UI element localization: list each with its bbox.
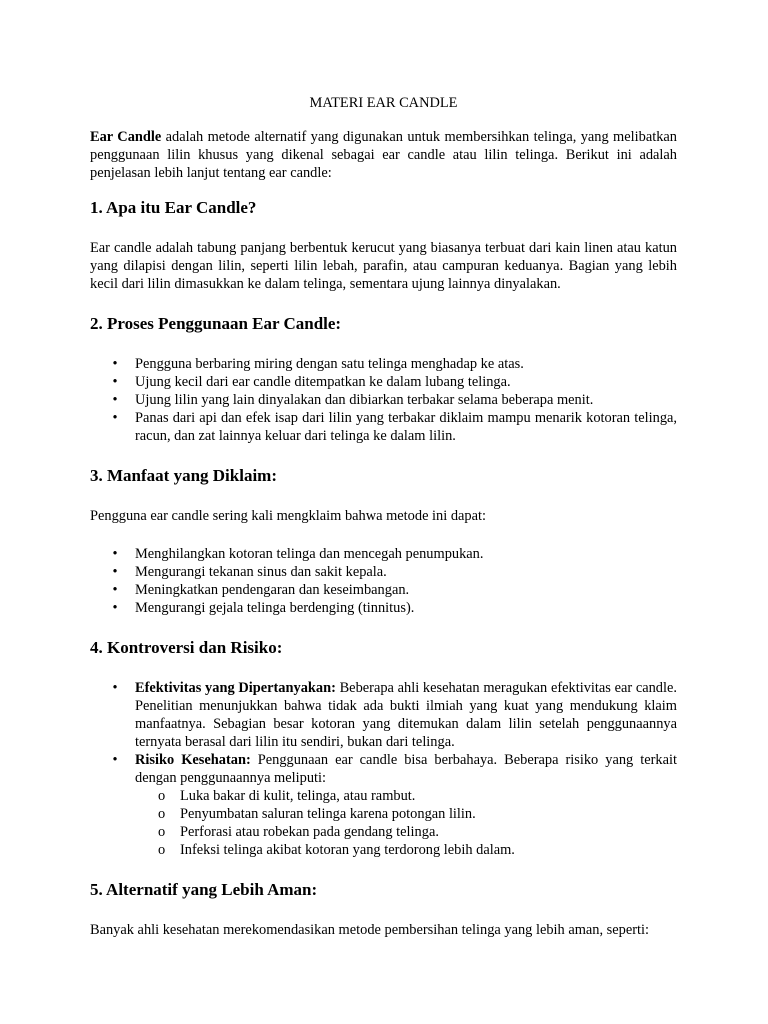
bullet-icon: • [112, 564, 118, 580]
list-item [90, 391, 677, 409]
list-item-text: Panas dari api dan efek isap dari lilin yang terbakar diklaim mampu menarik kotoran telinga, racun, dan zat lainnya keluar dari telinga ke dalam lilin. [135, 410, 677, 444]
list-item-text: Pengguna berbaring miring dengan satu telinga menghadap ke atas. [135, 356, 524, 372]
intro-bold-term: Ear Candle [90, 129, 162, 145]
list-item-text: Mengurangi gejala telinga berdenging (tinnitus). [135, 600, 415, 616]
list-item [90, 599, 677, 617]
bullet-icon: • [112, 680, 118, 696]
section-5-heading: 5. Alternatif yang Lebih Aman: [90, 880, 318, 899]
list-item [90, 563, 677, 581]
document-page [90, 94, 677, 959]
intro-paragraph [90, 128, 677, 182]
list-item [90, 409, 677, 445]
list-item [90, 679, 677, 751]
list-item-bold-label: Risiko Kesehatan: [135, 752, 251, 768]
section-2-list [90, 355, 677, 445]
section-4-heading: 4. Kontroversi dan Risiko: [90, 638, 283, 657]
sub-list-item-text: Penyumbatan saluran telinga karena potongan lilin. [180, 806, 476, 822]
list-item [90, 581, 677, 599]
circle-bullet-icon: o [158, 788, 166, 804]
list-item [90, 373, 677, 391]
sub-list-item [135, 823, 677, 841]
bullet-icon: • [112, 374, 118, 390]
intro-text: adalah metode alternatif yang digunakan untuk membersihkan telinga, yang melibatkan penggunaan lilin khusus yang dikenal sebagai ear candle atau lilin telinga. Berikut ini adalah penjelasan lebih lanjut tentang ear candle: [90, 129, 677, 181]
section-3-list [90, 545, 677, 617]
list-item-text: Menghilangkan kotoran telinga dan mencegah penumpukan. [135, 546, 484, 562]
list-item-text: Beberapa ahli kesehatan meragukan efektivitas ear candle. Penelitian menunjukkan bahwa tidak ada bukti ilmiah yang kuat yang mendukung klaim manfaatnya. Sebagian besar kotoran yang ditemukan dalam lilin setelah penggunaannya ternyata berasal dari lilin itu sendiri, bukan dari telinga. [135, 680, 677, 750]
sub-list-item [135, 841, 677, 859]
section-2-heading: 2. Proses Penggunaan Ear Candle: [90, 314, 342, 333]
list-item-text: Ujung kecil dari ear candle ditempatkan ke dalam lubang telinga. [135, 374, 511, 390]
sub-list-item-text: Perforasi atau robekan pada gendang telinga. [180, 824, 439, 840]
list-item-bold-label: Efektivitas yang Dipertanyakan: [135, 680, 336, 696]
document-title: MATERI EAR CANDLE [309, 95, 458, 111]
sub-list [135, 787, 677, 859]
section-1-heading: 1. Apa itu Ear Candle? [90, 198, 257, 217]
sub-list-item [135, 805, 677, 823]
circle-bullet-icon: o [158, 842, 166, 858]
bullet-icon: • [112, 582, 118, 598]
section-3-heading: 3. Manfaat yang Diklaim: [90, 466, 277, 485]
list-item-text: Penggunaan ear candle bisa berbahaya. Beberapa risiko yang terkait dengan penggunaannya meliputi: [135, 752, 677, 786]
circle-bullet-icon: o [158, 824, 166, 840]
bullet-icon: • [112, 546, 118, 562]
list-item [90, 751, 677, 859]
bullet-icon: • [112, 410, 118, 426]
section-5-paragraph: Banyak ahli kesehatan merekomendasikan metode pembersihan telinga yang lebih aman, seperti: [90, 922, 650, 938]
section-1-paragraph: Ear candle adalah tabung panjang berbentuk kerucut yang biasanya terbuat dari kain linen atau katun yang dilapisi dengan lilin, seperti lilin lebah, parafin, atau campuran keduanya. Bagian yang lebih kecil dari lilin dimasukkan ke dalam telinga, sementara ujung lainnya dinyalakan. [90, 240, 677, 292]
list-item [90, 355, 677, 373]
bullet-icon: • [112, 752, 118, 768]
bullet-icon: • [112, 600, 118, 616]
sub-list-item [135, 787, 677, 805]
list-item [90, 545, 677, 563]
circle-bullet-icon: o [158, 806, 166, 822]
list-item-text: Mengurangi tekanan sinus dan sakit kepala. [135, 564, 387, 580]
bullet-icon: • [112, 392, 118, 408]
sub-list-item-text: Luka bakar di kulit, telinga, atau rambut. [180, 788, 416, 804]
section-3-paragraph: Pengguna ear candle sering kali mengklaim bahwa metode ini dapat: [90, 508, 487, 524]
sub-list-item-text: Infeksi telinga akibat kotoran yang terdorong lebih dalam. [180, 842, 515, 858]
section-4-list [90, 679, 677, 859]
list-item-text: Ujung lilin yang lain dinyalakan dan dibiarkan terbakar selama beberapa menit. [135, 392, 594, 408]
list-item-text: Meningkatkan pendengaran dan keseimbangan. [135, 582, 410, 598]
bullet-icon: • [112, 356, 118, 372]
